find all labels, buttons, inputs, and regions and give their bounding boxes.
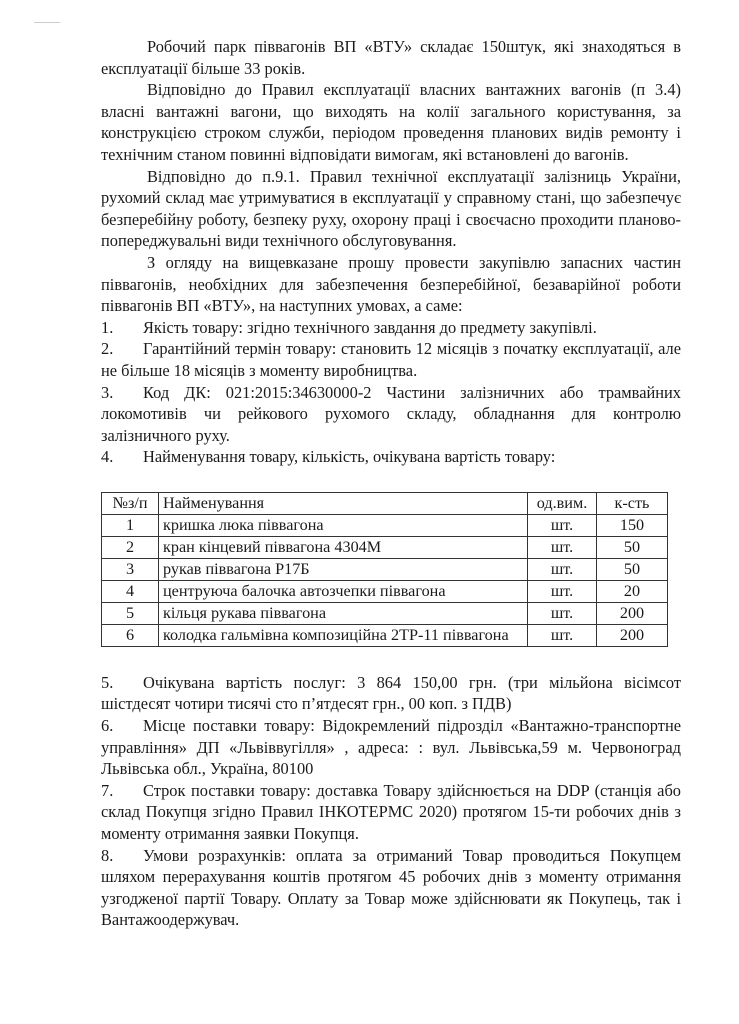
- list-item-number: 5.: [101, 672, 114, 692]
- cell-num: 5: [102, 602, 159, 624]
- list-item-number: 2.: [101, 339, 114, 359]
- cell-unit: шт.: [528, 602, 597, 624]
- list-item-number: 3.: [101, 382, 114, 402]
- list-item: [101, 845, 681, 931]
- list-item-text: Строк поставки товару: доставка Товару здійснюється на DDP (станція або склад Покупця згідно Правил ІНКОТЕРМС 2020) протягом 15-ти робочих днів з моменту отримання заявки Покупця.: [101, 780, 681, 844]
- header-name: Найменування: [159, 492, 528, 514]
- cell-qty: 50: [597, 536, 668, 558]
- cell-qty: 50: [597, 558, 668, 580]
- cell-unit: шт.: [528, 514, 597, 536]
- table-row: [102, 602, 668, 624]
- header-num: №з/п: [102, 492, 159, 514]
- list-item: [101, 446, 681, 468]
- cell-qty: 200: [597, 602, 668, 624]
- cell-num: 3: [102, 558, 159, 580]
- table-row: [102, 514, 668, 536]
- cell-name: центруюча балочка автозчепки піввагона: [159, 580, 528, 602]
- cell-unit: шт.: [528, 580, 597, 602]
- table-row: [102, 580, 668, 602]
- list-item-number: 8.: [101, 845, 114, 865]
- cell-name: кришка люка піввагона: [159, 514, 528, 536]
- list-item: [101, 672, 681, 715]
- paragraph-rules-wagons: Відповідно до Правил експлуатації власних вантажних вагонів (п 3.4) власні вантажні вагони, що виходять на колії загального користування, за конструкцією строком служби, періодом проведення планових видів ремонту і технічним станом повинні відповідати вимогам, які встановлені до вагонів.: [101, 80, 681, 164]
- list-item-number: 6.: [101, 716, 114, 736]
- list-item-text: Найменування товару, кількість, очікувана вартість товару:: [143, 447, 556, 467]
- cell-qty: 20: [597, 580, 668, 602]
- list-item-text: Умови розрахунків: оплата за отриманий Товар проводиться Покупцем шляхом перерахування коштів протягом 45 робочих днів з моменту отримання узгодженої партії Товару. Оплату за Товар може здійснювати як Покупець, так і Вантажоодержувач.: [101, 845, 681, 930]
- header-unit: од.вим.: [528, 492, 597, 514]
- paragraph-rules-railway: Відповідно до п.9.1. Правил технічної експлуатації залізниць України, рухомий склад має утримуватися в експлуатації у справному стані, що забезпечує безперебійну роботу, безпеку руху, охорону праці і своєчасно проходити планово-попереджувальні види технічного обслуговування.: [101, 166, 681, 251]
- list-item-text: Якість товару: згідно технічного завдання до предмету закупівлі.: [143, 317, 597, 337]
- cell-name: кран кінцевий піввагона 4304М: [159, 536, 528, 558]
- cell-unit: шт.: [528, 624, 597, 646]
- list-item: [101, 338, 681, 381]
- list-item-number: 1.: [101, 317, 114, 337]
- header-qty: к-сть: [597, 492, 668, 514]
- table-row: [102, 558, 668, 580]
- scan-mark: [34, 22, 60, 23]
- list-item: [101, 317, 681, 339]
- list-item: [101, 780, 681, 845]
- cell-qty: 200: [597, 624, 668, 646]
- goods-table: [101, 492, 668, 647]
- table-row: [102, 624, 668, 646]
- cell-unit: шт.: [528, 558, 597, 580]
- list-item-text: Місце поставки товару: Відокремлений підрозділ «Вантажно-транспортне управління» ДП «Львіввугілля» , адреса: : вул. Львівська,59 м. Червоноград Львівська обл., Україна, 80100: [101, 716, 681, 779]
- list-item-number: 7.: [101, 780, 114, 800]
- document-page: [101, 36, 681, 931]
- list-item-text: Очікувана вартість послуг: 3 864 150,00 грн. (три мільйона вісімсот шістдесят чотири тисячі сто п’ятдесят грн., 00 коп. з ПДВ): [101, 672, 681, 714]
- table-header-row: [102, 492, 668, 514]
- cell-name: колодка гальмівна композиційна 2ТР-11 піввагона: [159, 624, 528, 646]
- cell-num: 2: [102, 536, 159, 558]
- list-item-text: Гарантійний термін товару: становить 12 місяців з початку експлуатації, але не більше 18 місяців з моменту виробництва.: [101, 339, 681, 380]
- paragraph-fleet: Робочий парк піввагонів ВП «ВТУ» складає 150штук, які знаходяться в експлуатації більше 33 років.: [101, 37, 681, 78]
- cell-num: 4: [102, 580, 159, 602]
- cell-name: кільця рукава піввагона: [159, 602, 528, 624]
- paragraph-request: З огляду на вищевказане прошу провести закупівлю запасних частин піввагонів, необхідних для забезпечення безперебійної, безаварійної роботи піввагонів ВП «ВТУ», на наступних умовах, а саме:: [101, 252, 681, 316]
- cell-name: рукав піввагона Р17Б: [159, 558, 528, 580]
- cell-num: 6: [102, 624, 159, 646]
- conditions-list: [101, 317, 681, 468]
- cell-qty: 150: [597, 514, 668, 536]
- cell-num: 1: [102, 514, 159, 536]
- list-item: [101, 382, 681, 447]
- cell-unit: шт.: [528, 536, 597, 558]
- list-item: [101, 715, 681, 780]
- list-item-text: Код ДК: 021:2015:34630000-2 Частини залізничних або трамвайних локомотивів чи рейкового рухомого складу, обладнання для контролю залізничного руху.: [101, 382, 681, 445]
- conditions-list-continued: [101, 672, 681, 931]
- table-row: [102, 536, 668, 558]
- list-item-number: 4.: [101, 447, 114, 467]
